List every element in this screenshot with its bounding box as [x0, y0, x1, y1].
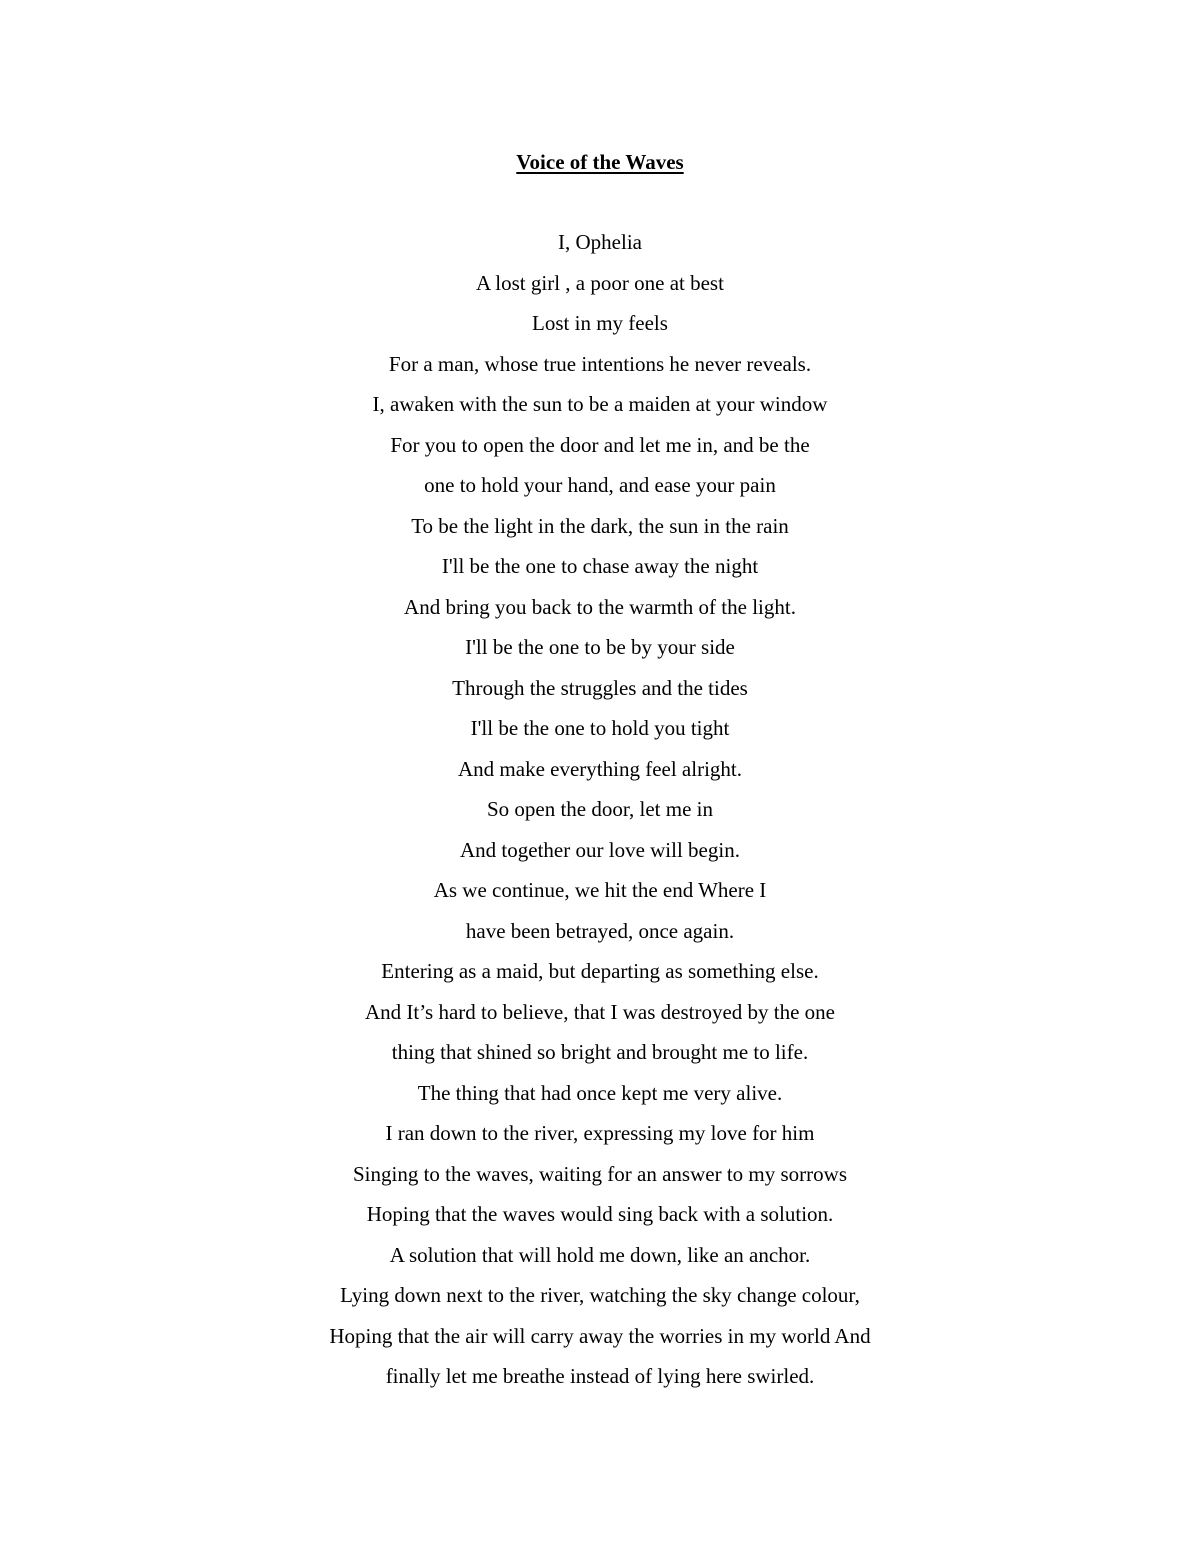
- poem-title-text: Voice of the Waves: [516, 150, 684, 174]
- poem-line: So open the door, let me in: [486, 797, 714, 821]
- poem-line: And bring you back to the warmth of the light.: [404, 594, 796, 619]
- poem-line: Lying down next to the river, watching the sky change colour,: [340, 1283, 860, 1307]
- poem-line: I, Ophelia: [558, 230, 642, 254]
- poem-line: finally let me breathe instead of lying here swirled.: [385, 1364, 815, 1388]
- poem-line: A solution that will hold me down, like an anchor.: [389, 1242, 811, 1267]
- poem-line: To be the light in the dark, the sun in the rain: [411, 513, 789, 538]
- poem-body: [0, 224, 1200, 1399]
- poem-line: I'll be the one to be by your side: [465, 635, 735, 659]
- poem-line: For you to open the door and let me in, and be the: [390, 432, 810, 457]
- poem-line: I, awaken with the sun to be a maiden at your window: [372, 392, 828, 416]
- poem-line: Singing to the waves, waiting for an answer to my sorrows: [352, 1161, 847, 1186]
- poem-line: And together our love will begin.: [460, 837, 740, 862]
- poem-line: I ran down to the river, expressing my love for him: [385, 1121, 815, 1145]
- poem-line: As we continue, we hit the end Where I: [433, 878, 767, 902]
- poem-line: I'll be the one to chase away the night: [441, 554, 759, 578]
- poem-line: Through the struggles and the tides: [452, 675, 748, 700]
- poem-line: Hoping that the air will carry away the worries in my world And: [329, 1323, 871, 1348]
- poem-line: one to hold your hand, and ease your pain: [424, 473, 776, 497]
- poem-line: have been betrayed, once again.: [465, 918, 735, 943]
- poem-line: And make everything feel alright.: [458, 756, 742, 781]
- poem-title: [0, 146, 1200, 178]
- poem-line: Entering as a maid, but departing as something else.: [381, 959, 819, 983]
- poem-line: And It’s hard to believe, that I was destroyed by the one: [364, 999, 836, 1024]
- poem-line: Lost in my feels: [532, 311, 668, 335]
- poem-line: thing that shined so bright and brought me to life.: [391, 1040, 809, 1064]
- poem-line: Hoping that the waves would sing back with a solution.: [366, 1202, 834, 1226]
- poem-line: A lost girl , a poor one at best: [476, 270, 724, 295]
- poem-line: For a man, whose true intentions he never reveals.: [388, 351, 812, 376]
- poem-line: I'll be the one to hold you tight: [470, 716, 730, 740]
- poem-line: The thing that had once kept me very alive.: [417, 1080, 783, 1105]
